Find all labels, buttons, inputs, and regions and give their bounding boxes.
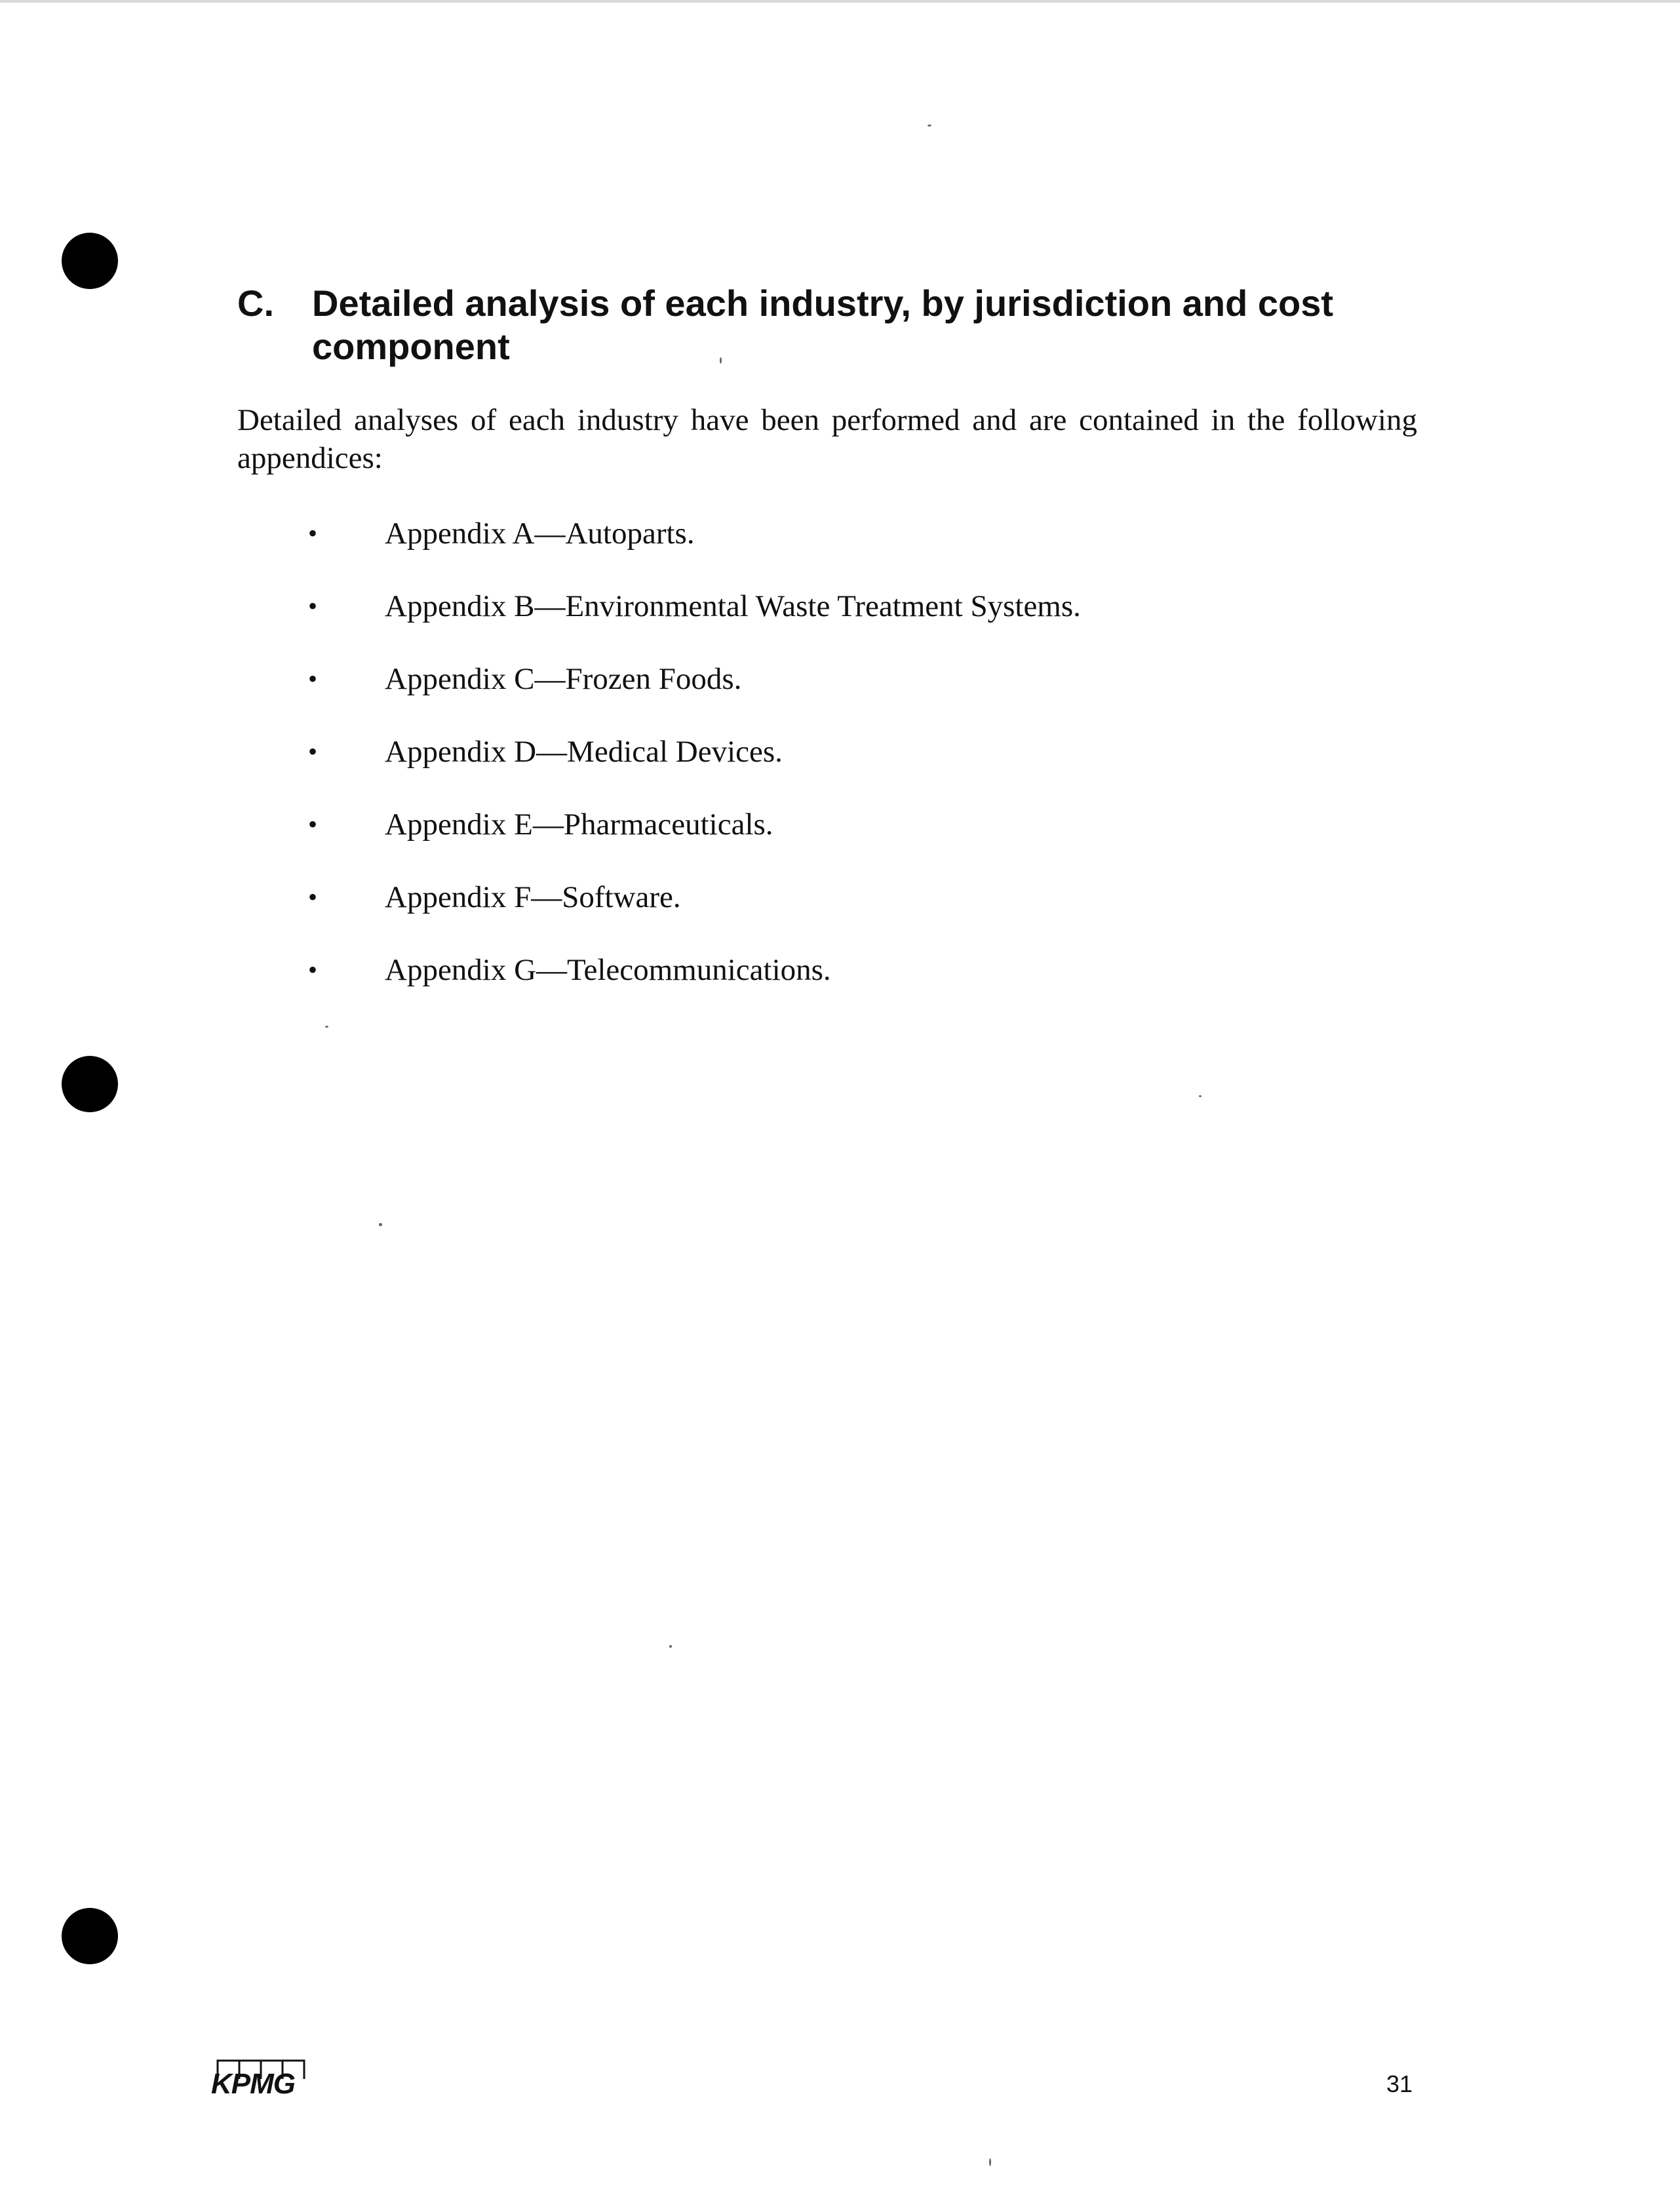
appendix-label: Appendix C—Frozen Foods.: [385, 662, 742, 696]
list-item: [0, 950, 1311, 990]
logo-text: KPMG: [211, 2068, 295, 2100]
appendix-label: Appendix B—Environmental Waste Treatment Systems.: [385, 589, 1081, 623]
scan-speck: [720, 357, 722, 364]
appendix-label: Appendix D—Medical Devices.: [385, 735, 783, 769]
scan-speck: [325, 1026, 328, 1028]
section-title: Detailed analysis of each industry, by jurisdiction and cost component: [312, 282, 1334, 367]
bullet-icon: •: [308, 664, 318, 693]
punch-hole-top: [62, 233, 118, 289]
scan-speck: [989, 2158, 991, 2166]
scan-speck: [379, 1223, 382, 1226]
appendix-label: Appendix A—Autoparts.: [385, 516, 695, 551]
appendix-label: Appendix G—Telecommunications.: [385, 953, 831, 987]
bullet-icon: •: [308, 518, 318, 548]
scan-speck: [1199, 1095, 1201, 1097]
scan-speck: [928, 125, 931, 126]
bullet-icon: •: [308, 809, 318, 839]
list-item: [0, 659, 1311, 699]
punch-hole-middle: [62, 1056, 118, 1112]
list-item: [0, 587, 1311, 626]
list-item: [0, 514, 1311, 553]
scan-speck: [669, 1645, 672, 1648]
page-number: 31: [1386, 2070, 1413, 2097]
list-item: [0, 878, 1311, 917]
bullet-icon: •: [308, 591, 318, 621]
intro-paragraph: Detailed analyses of each industry have been performed and are contained in the following appendices:: [237, 403, 1417, 475]
page-edge: [0, 0, 1680, 3]
appendix-label: Appendix F—Software.: [385, 880, 681, 914]
section-letter: C.: [237, 282, 274, 324]
bullet-icon: •: [308, 882, 318, 912]
section-heading: [237, 282, 1450, 368]
bullet-icon: •: [308, 737, 318, 766]
punch-hole-bottom: [62, 1908, 118, 1964]
list-item: [0, 805, 1311, 844]
list-item: [0, 732, 1311, 771]
kpmg-logo: [211, 2059, 309, 2100]
appendix-label: Appendix E—Pharmaceuticals.: [385, 807, 773, 842]
bullet-icon: •: [308, 955, 318, 984]
